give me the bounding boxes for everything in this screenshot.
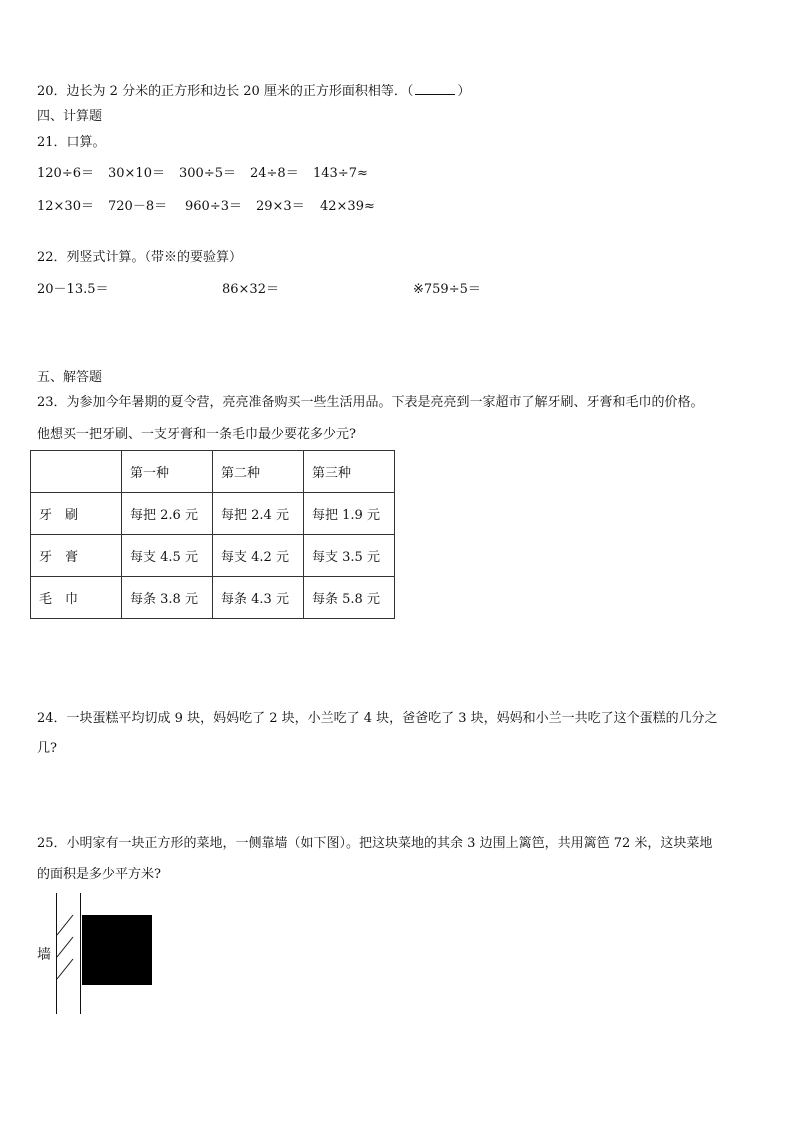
table-cell: 每把 1.9 元	[304, 493, 395, 535]
q22-item: 20－13.5＝	[37, 282, 109, 297]
section-4-heading: 四、计算题	[37, 109, 103, 124]
q21-r2-item: 960÷3＝	[185, 199, 242, 214]
q21-r1-item: 300÷5＝	[179, 166, 236, 181]
price-table	[30, 450, 395, 619]
q20-line	[37, 82, 470, 101]
q20-text: 20．边长为 2 分米的正方形和边长 20 厘米的正方形面积相等．（	[37, 84, 414, 99]
table-cell: 每支 4.2 元	[213, 535, 304, 577]
table-header-cell: 第三种	[304, 451, 395, 493]
table-cell: 每支 3.5 元	[304, 535, 395, 577]
table-row	[31, 493, 395, 535]
wall-label: 墙	[37, 947, 51, 963]
table-header-cell: 第二种	[213, 451, 304, 493]
table-row	[31, 535, 395, 577]
q20-answer-blank[interactable]	[415, 82, 455, 95]
q21-r2-item: 12×30＝	[37, 199, 94, 214]
table-cell: 每支 4.5 元	[122, 535, 213, 577]
q21-r1-item: 24÷8＝	[250, 166, 299, 181]
table-cell: 牙 膏	[31, 535, 122, 577]
q23-line1: 23．为参加今年暑期的夏令营，亮亮准备购买一些生活用品。下表是亮亮到一家超市了解牙刷、牙膏和毛巾的价格。	[37, 395, 704, 410]
table-cell: 每把 2.4 元	[213, 493, 304, 535]
table-cell: 每条 4.3 元	[213, 577, 304, 619]
q25-line2: 的面积是多少平方米?	[37, 867, 161, 882]
wall-hatching	[53, 893, 83, 1018]
q22-title: 22．列竖式计算。（带※的要验算）	[37, 250, 243, 265]
q24-line1: 24．一块蛋糕平均切成 9 块，妈妈吃了 2 块，小兰吃了 4 块，爸爸吃了 3 块，妈妈和小兰一共吃了这个蛋糕的几分之	[37, 711, 718, 726]
table-cell: 牙 刷	[31, 493, 122, 535]
q21-r2-item: 29×3＝	[256, 199, 305, 214]
wall-figure	[30, 893, 170, 1018]
section-5-heading: 五、解答题	[37, 370, 103, 385]
q21-r2-item: 720－8＝	[108, 199, 168, 214]
table-cell: 每条 3.8 元	[122, 577, 213, 619]
table-cell: 每条 5.8 元	[304, 577, 395, 619]
table-cell: 每把 2.6 元	[122, 493, 213, 535]
q20-text-end: ）	[457, 84, 471, 99]
square-garden	[82, 915, 152, 985]
table-row	[31, 577, 395, 619]
q21-r1-item: 143÷7≈	[313, 166, 368, 181]
table-header-cell	[31, 451, 122, 493]
q25-line1: 25．小明家有一块正方形的菜地，一侧靠墙（如下图）。把这块菜地的其余 3 边围上篱笆，共用篱笆 72 米，这块菜地	[37, 836, 713, 851]
q22-item: ※759÷5＝	[413, 282, 481, 297]
q21-r2-item: 42×39≈	[320, 199, 375, 214]
table-header-row	[31, 451, 395, 493]
table-cell: 毛 巾	[31, 577, 122, 619]
q21-r1-item: 120÷6＝	[37, 166, 94, 181]
table-header-cell: 第一种	[122, 451, 213, 493]
q24-line2: 几?	[37, 741, 57, 756]
q21-r1-item: 30×10＝	[108, 166, 165, 181]
q23-line2: 他想买一把牙刷、一支牙膏和一条毛巾最少要花多少元?	[37, 427, 356, 442]
q22-item: 86×32＝	[222, 282, 279, 297]
q21-title: 21．口算。	[37, 135, 106, 150]
